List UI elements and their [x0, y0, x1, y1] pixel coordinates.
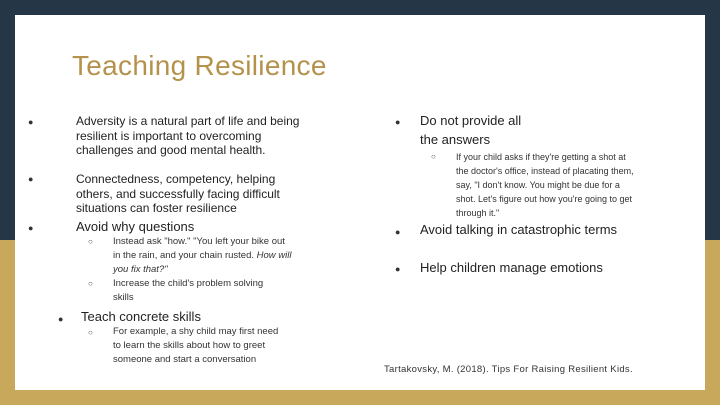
sub-bullet-icon: ○ [88, 279, 93, 288]
slide-title: Teaching Resilience [72, 50, 327, 81]
left-sub-instead-ask [113, 235, 293, 277]
left-item-concrete-skills: Teach concrete skills [81, 309, 201, 324]
right-sub-doctor-shot: If your child asks if they're getting a shot at the doctor's office, instead of placating them, say, "I don't know. You might be due for a shot. Let's figure out how you're going to get through it." [456, 152, 634, 218]
left-sub-problem-solving: Increase the child's problem solving skills [113, 278, 264, 303]
left-item-avoid-why: Avoid why questions [76, 219, 195, 234]
left-item-adversity: Adversity is a natural part of life and being resilient is important to overcoming challenges and good mental health. [76, 114, 300, 157]
bullet-icon: ● [395, 264, 401, 274]
right-item-manage-emotions: Help children manage emotions [420, 260, 603, 275]
left-item-connectedness: Connectedness, competency, helping others, and successfully facing difficult situations can foster resilience [76, 172, 280, 215]
bullet-icon: ● [395, 227, 401, 237]
bullet-icon: ● [28, 223, 34, 233]
left-sub-example: For example, a shy child may first need to learn the skills about how to greet someone and start a conversation [113, 326, 279, 365]
sub-bullet-icon: ○ [88, 328, 93, 337]
bullet-icon: ● [28, 174, 34, 184]
right-item-catastrophic: Avoid talking in catastrophic terms [420, 222, 618, 237]
sub-bullet-icon: ○ [88, 237, 93, 246]
bullet-icon: ● [28, 117, 34, 127]
left-sub-instead-ask-italic: How will you fix that?" [113, 250, 292, 275]
citation: Tartakovsky, M. (2018). Tips For Raising Resilient Kids. [384, 364, 633, 375]
left-sub-instead-ask-text: Instead ask "how." "You left your bike out in the rain, and your chain rusted. [113, 236, 285, 261]
sub-bullet-icon: ○ [431, 152, 436, 161]
bullet-icon: ● [395, 117, 401, 127]
right-item-no-answers: Do not provide all the answers [420, 113, 522, 147]
bullet-icon: ● [58, 314, 64, 324]
